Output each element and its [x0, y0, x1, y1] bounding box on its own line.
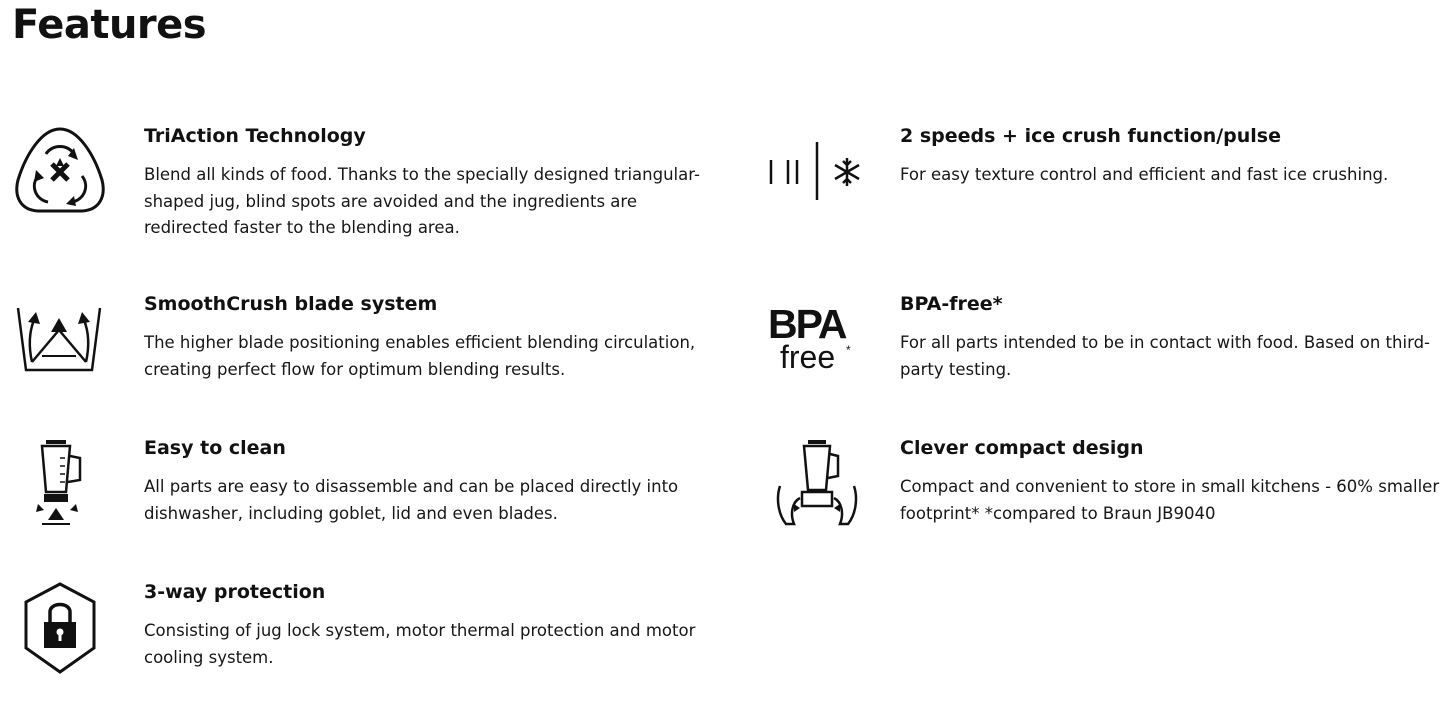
feature-title: 3-way protection [144, 581, 326, 603]
feature-title: TriAction Technology [144, 125, 366, 147]
feature-description: The higher blade positioning enables efficient blending circulation, creating perfect flow for optimum blending results. [144, 333, 696, 379]
feature-title: Clever compact design [900, 437, 1144, 459]
feature-title: BPA-free* [900, 293, 1003, 315]
triaction-icon [12, 124, 108, 216]
shield-lock-icon [22, 582, 98, 674]
feature-title: Easy to clean [144, 437, 286, 459]
speeds-ice-crush-icon [766, 140, 866, 202]
smoothcrush-blade-icon [14, 304, 104, 374]
page-title: Features [12, 2, 207, 48]
bpa-free-icon [768, 302, 864, 378]
feature-title: SmoothCrush blade system [144, 293, 438, 315]
free-label: free [780, 339, 836, 375]
asterisk-mark: * [846, 343, 851, 357]
feature-title: 2 speeds + ice crush function/pulse [900, 125, 1281, 147]
feature-description: All parts are easy to disassemble and can be placed directly into dishwasher, including goblet, lid and even blades. [144, 477, 679, 523]
dishwasher-blender-icon [34, 438, 88, 528]
compact-design-icon [774, 438, 860, 528]
feature-description: Consisting of jug lock system, motor thermal protection and motor cooling system. [144, 621, 696, 667]
feature-description: For all parts intended to be in contact with food. Based on third-party testing. [900, 333, 1430, 379]
feature-description: Blend all kinds of food. Thanks to the specially designed triangular-shaped jug, blind spots are avoided and the ingredients are redirected faster to the blending area. [144, 165, 700, 237]
feature-description: For easy texture control and efficient and fast ice crushing. [900, 165, 1389, 184]
feature-description: Compact and convenient to store in small kitchens - 60% smaller footprint* *compared to Braun JB9040 [900, 477, 1440, 523]
bpa-label: BPA [768, 301, 846, 347]
